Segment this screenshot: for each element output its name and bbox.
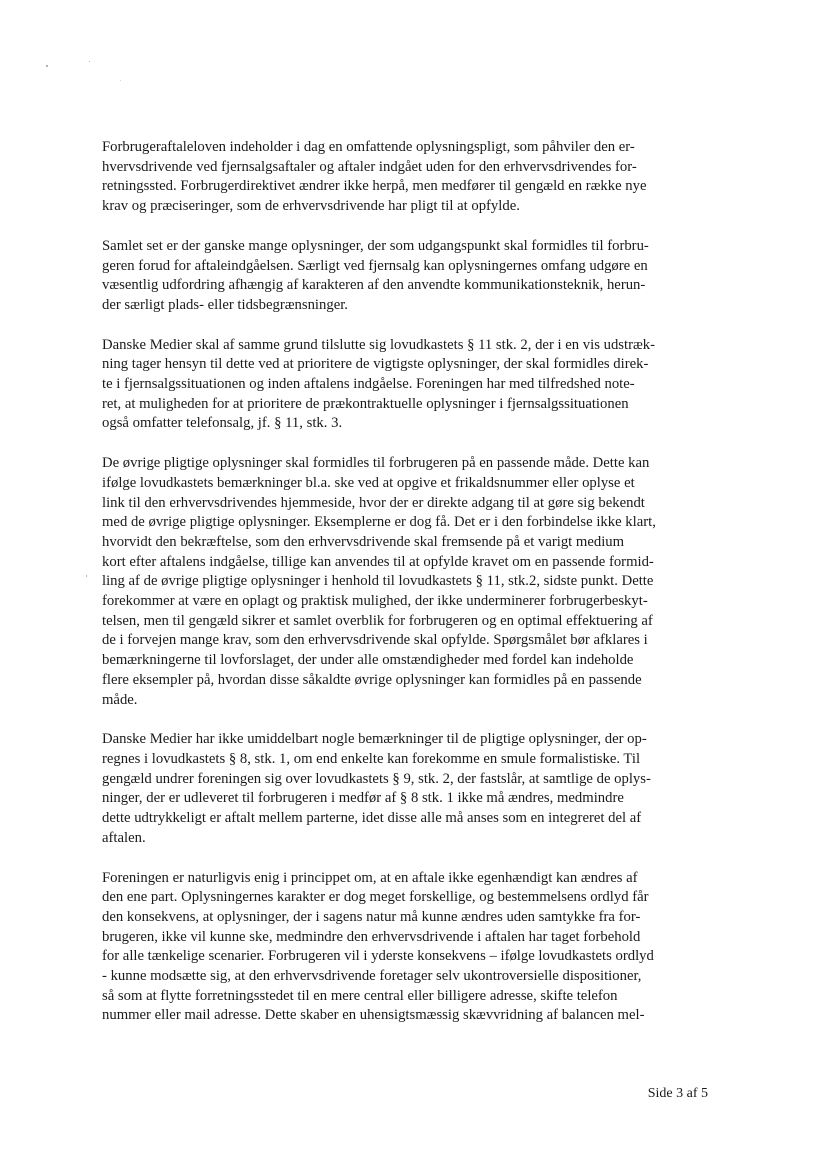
text-line: retningssted. Forbrugerdirektivet ændrer ikke herpå, men medfører til gengæld en række nye (102, 178, 647, 195)
text-line: hvervsdrivende ved fjernsalgsaftaler og aftaler indgået uden for den erhvervsdrivendes for- (102, 158, 637, 175)
paragraph (102, 730, 714, 848)
text-line: måde. (102, 691, 138, 708)
text-line: for alle tænkelige scenarier. Forbrugeren vil i yderste konsekvens – ifølge lovudkastets ordlyd (102, 948, 654, 965)
text-line: ninger, der er udleveret til forbrugeren i medfør af § 8 stk. 1 ikke må ændres, medmindre (102, 790, 624, 807)
text-line: ling af de øvrige pligtige oplysninger i henhold til lovudkastets § 11, stk.2, sidste punkt. Dette (102, 573, 654, 590)
paragraph (102, 454, 714, 710)
text-line: forekommer at være en oplagt og praktisk mulighed, der ikke underminerer forbrugerbeskyt- (102, 593, 648, 610)
text-line: Samlet set er der ganske mange oplysninger, der som udgangspunkt skal formidles til forbru- (102, 237, 649, 254)
scan-speck (89, 61, 90, 62)
text-line: der særligt plads- eller tidsbegrænsninger. (102, 296, 348, 313)
text-line: Forbrugeraftaleloven indeholder i dag en omfattende oplysningspligt, som påhviler den er- (102, 139, 635, 155)
text-line: De øvrige pligtige oplysninger skal formidles til forbrugeren på en passende måde. Dette kan (102, 455, 650, 472)
text-line: geren forud for aftaleindgåelsen. Særligt ved fjernsalg kan oplysningernes omfang udgøre en (102, 257, 648, 274)
text-line: hvorvidt den bekræftelse, som den erhvervsdrivende skal fremsende på et varigt medium (102, 533, 625, 550)
text-line: væsentlig udfordring afhængig af karakteren af den anvendte kommunikationsteknik, herun- (102, 277, 646, 294)
text-line: krav og præciseringer, som de erhvervsdrivende har pligt til at opfylde. (102, 198, 520, 215)
scan-speck (46, 65, 48, 67)
text-line: link til den erhvervsdrivendes hjemmeside, hvor der er direkte adgang til at gøre sig bekendt (102, 494, 645, 511)
paragraph (102, 138, 714, 217)
text-line: kort efter aftalens indgåelse, tillige kan anvendes til at opfylde kravet om en passende formid- (102, 553, 654, 570)
text-line: de i forvejen mange krav, som den erhvervsdrivende skal opfylde. Spørgsmålet bør afklares i (102, 632, 648, 649)
paragraph (102, 237, 714, 316)
page-number: Side 3 af 5 (647, 1086, 708, 1101)
text-line: brugeren, ikke vil kunne ske, medmindre den erhvervsdrivende i aftalen har taget forbehold (102, 928, 641, 945)
text-line: ning tager hensyn til dette ved at prioritere de vigtigste oplysninger, der skal formidles direk- (102, 356, 649, 373)
paragraph (102, 869, 714, 1027)
document-body (102, 138, 714, 1026)
text-line: flere eksempler på, hvordan disse såkaldte øvrige oplysninger kan formidles på en passende (102, 671, 642, 688)
text-line: så som at flytte forretningsstedet til en mere central eller billigere adresse, skifte telefon (102, 987, 618, 1004)
scan-speck (120, 80, 121, 81)
text-line: nummer eller mail adresse. Dette skaber en uhensigtsmæssig skævvridning af balancen mel- (102, 1007, 645, 1024)
paragraph (102, 336, 714, 435)
text-line: telsen, men til gengæld sikrer et samlet overblik for forbrugeren og en optimal effektuering af (102, 612, 653, 629)
text-line: gengæld undrer foreningen sig over lovudkastets § 9, stk. 2, der fastslår, at samtlige de oplys- (102, 770, 651, 787)
text-line: også omfatter telefonsalg, jf. § 11, stk. 3. (102, 415, 343, 432)
text-line: ret, at muligheden for at prioritere de prækontraktuelle oplysninger i fjernsalgssituationen (102, 395, 629, 412)
scan-speck (86, 575, 87, 577)
text-line: den ene part. Oplysningernes karakter er dog meget forskellige, og bestemmelsens ordlyd får (102, 889, 649, 906)
text-line: Danske Medier skal af samme grund tilslutte sig lovudkastets § 11 stk. 2, der i en vis udstræk- (102, 336, 656, 353)
text-line: - kunne modsætte sig, at den erhvervsdrivende foretager selv ukontroversielle dispositioner, (102, 968, 642, 985)
text-line: bemærkningerne til lovforslaget, der under alle omstændigheder med fordel kan indeholde (102, 652, 634, 669)
text-line: Foreningen er naturligvis enig i princippet om, at en aftale ikke egenhændigt kan ændres af (102, 869, 638, 886)
text-line: den konsekvens, at oplysninger, der i sagens natur må kunne ændres uden samtykke fra for- (102, 908, 641, 925)
text-line: aftalen. (102, 829, 146, 846)
text-line: med de øvrige pligtige oplysninger. Eksemplerne er dog få. Det er i den forbindelse ikke klart, (102, 514, 656, 531)
text-line: te i fjernsalgssituationen og inden aftalens indgåelse. Foreningen har med tilfredshed note- (102, 376, 635, 393)
text-line: regnes i lovudkastets § 8, stk. 1, om end enkelte kan forekomme en smule formalistiske. Til (102, 750, 641, 767)
text-line: Danske Medier har ikke umiddelbart nogle bemærkninger til de pligtige oplysninger, der op- (102, 731, 647, 748)
text-line: ifølge lovudkastets bemærkninger bl.a. ske ved at opgive et frikaldsnummer eller oplyse et (102, 474, 635, 491)
text-line: dette udtrykkeligt er aftalt mellem parterne, idet disse alle må anses som en integreret del af (102, 810, 642, 827)
